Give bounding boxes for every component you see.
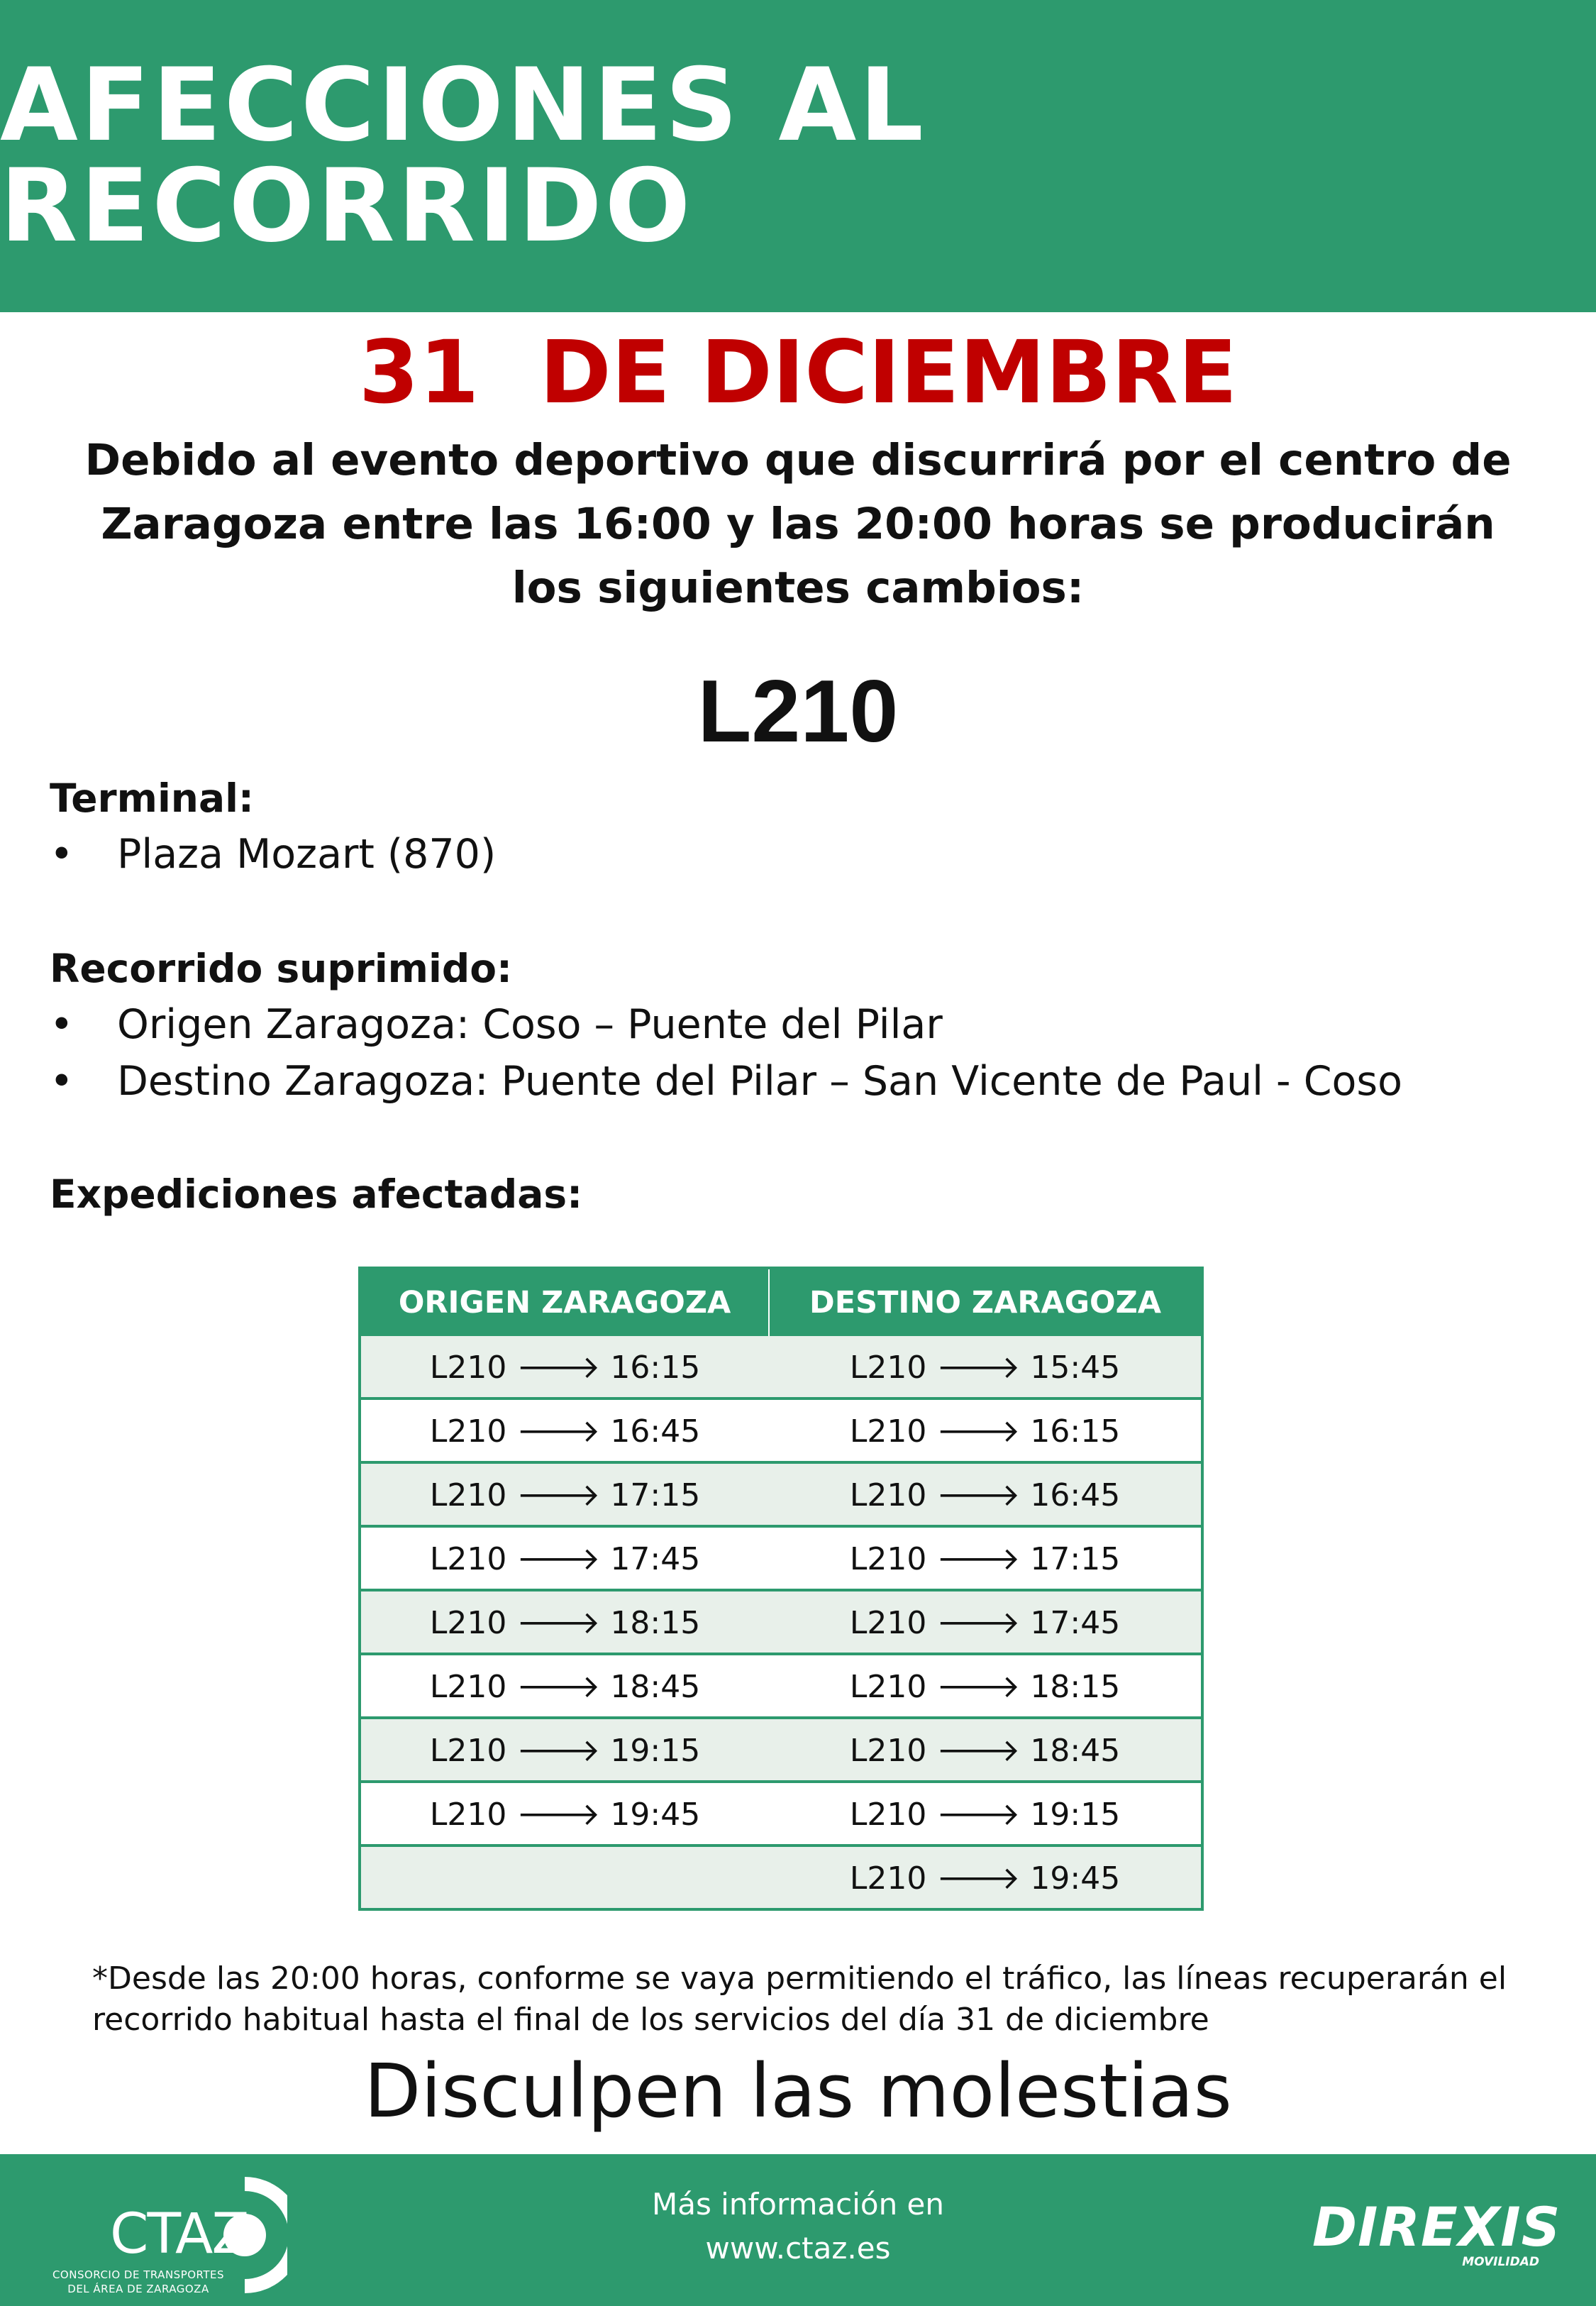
origin-trip-cell: L210 🡒 19:15 — [360, 1718, 769, 1782]
table-row — [360, 1782, 1202, 1846]
affected-trips-label: Expediciones afectadas: — [50, 1171, 583, 1217]
suppressed-route-item — [50, 1000, 943, 1049]
terminal-label: Terminal: — [50, 776, 254, 821]
origin-trip-cell: L210 🡒 18:15 — [360, 1590, 769, 1654]
suppressed-route-item — [50, 1057, 1402, 1105]
apology-text: Disculpen las molestias — [364, 2048, 1232, 2134]
ctaz-subtitle-line: CONSORCIO DE TRANSPORTES — [52, 2268, 225, 2281]
destination-trip-cell: L210 🡒 19:45 — [769, 1846, 1202, 1909]
terminal-item-text: Plaza Mozart (870) — [117, 831, 497, 878]
origin-trip-cell: L210 🡒 18:45 — [360, 1654, 769, 1718]
destination-trip-cell: L210 🡒 16:45 — [769, 1462, 1202, 1526]
ctaz-logo-subtitle — [32, 2268, 245, 2296]
footer-bar — [0, 2154, 1596, 2306]
origin-trip-cell: L210 🡒 17:15 — [360, 1462, 769, 1526]
table-row — [360, 1654, 1202, 1718]
suppressed-route-item-text: Origen Zaragoza: Coso – Puente del Pilar — [117, 1001, 943, 1048]
ctaz-logo-word: CTAZ — [110, 2202, 248, 2266]
origin-trip-cell: L210 🡒 16:15 — [360, 1336, 769, 1399]
ctaz-subtitle-line: DEL ÁREA DE ZARAGOZA — [67, 2283, 209, 2295]
column-header-origin: ORIGEN ZARAGOZA — [360, 1268, 769, 1336]
bullet-icon: • — [50, 1058, 74, 1105]
table-row — [360, 1590, 1202, 1654]
destination-trip-cell: L210 🡒 18:15 — [769, 1654, 1202, 1718]
origin-trip-cell: L210 🡒 19:45 — [360, 1782, 769, 1846]
origin-trip-cell: L210 🡒 17:45 — [360, 1526, 769, 1590]
table-row — [360, 1718, 1202, 1782]
bullet-icon: • — [50, 831, 74, 878]
suppressed-route-label: Recorrido suprimido: — [50, 946, 512, 991]
table-row — [360, 1399, 1202, 1462]
destination-trip-cell: L210 🡒 16:15 — [769, 1399, 1202, 1462]
destination-trip-cell: L210 🡒 15:45 — [769, 1336, 1202, 1399]
terminal-item — [50, 830, 496, 878]
website-link[interactable]: www.ctaz.es — [705, 2231, 891, 2266]
direxis-logo-subtitle: MOVILIDAD — [1462, 2255, 1539, 2269]
destination-trip-cell: L210 🡒 17:45 — [769, 1590, 1202, 1654]
more-info-label: Más información en — [651, 2187, 945, 2222]
origin-trip-cell: L210 🡒 16:45 — [360, 1399, 769, 1462]
table-row — [360, 1462, 1202, 1526]
header-banner — [0, 0, 1596, 312]
table-row — [360, 1846, 1202, 1909]
date-heading: 31 DE DICIEMBRE — [358, 322, 1238, 423]
footnote: *Desde las 20:00 horas, conforme se vaya permitiendo el tráfico, las líneas recuperarán el recorrido habitual hasta el final de los servicios del día 31 de diciembre — [92, 1960, 1507, 2038]
direxis-logo-word: DIREXIS — [1312, 2195, 1561, 2258]
line-number: L210 — [697, 663, 899, 761]
suppressed-route-item-text: Destino Zaragoza: Puente del Pilar – San Vicente de Paul - Coso — [117, 1058, 1402, 1105]
bullet-icon: • — [50, 1001, 74, 1048]
direxis-logo — [1312, 2195, 1561, 2273]
page-title: AFECCIONES AL RECORRIDO — [0, 47, 926, 265]
origin-trip-cell — [360, 1846, 769, 1909]
destination-trip-cell: L210 🡒 19:15 — [769, 1782, 1202, 1846]
intro-text: Debido al evento deportivo que discurrirá por el centro de Zaragoza entre las 16:00 y las 20:00 horas se producirán los siguientes cambios: — [84, 435, 1512, 613]
destination-trip-cell: L210 🡒 17:15 — [769, 1526, 1202, 1590]
affected-trips-table — [358, 1267, 1204, 1911]
table-row — [360, 1526, 1202, 1590]
destination-trip-cell: L210 🡒 18:45 — [769, 1718, 1202, 1782]
table-header-row — [360, 1268, 1202, 1336]
table-row — [360, 1336, 1202, 1399]
column-header-destination: DESTINO ZARAGOZA — [769, 1268, 1202, 1336]
